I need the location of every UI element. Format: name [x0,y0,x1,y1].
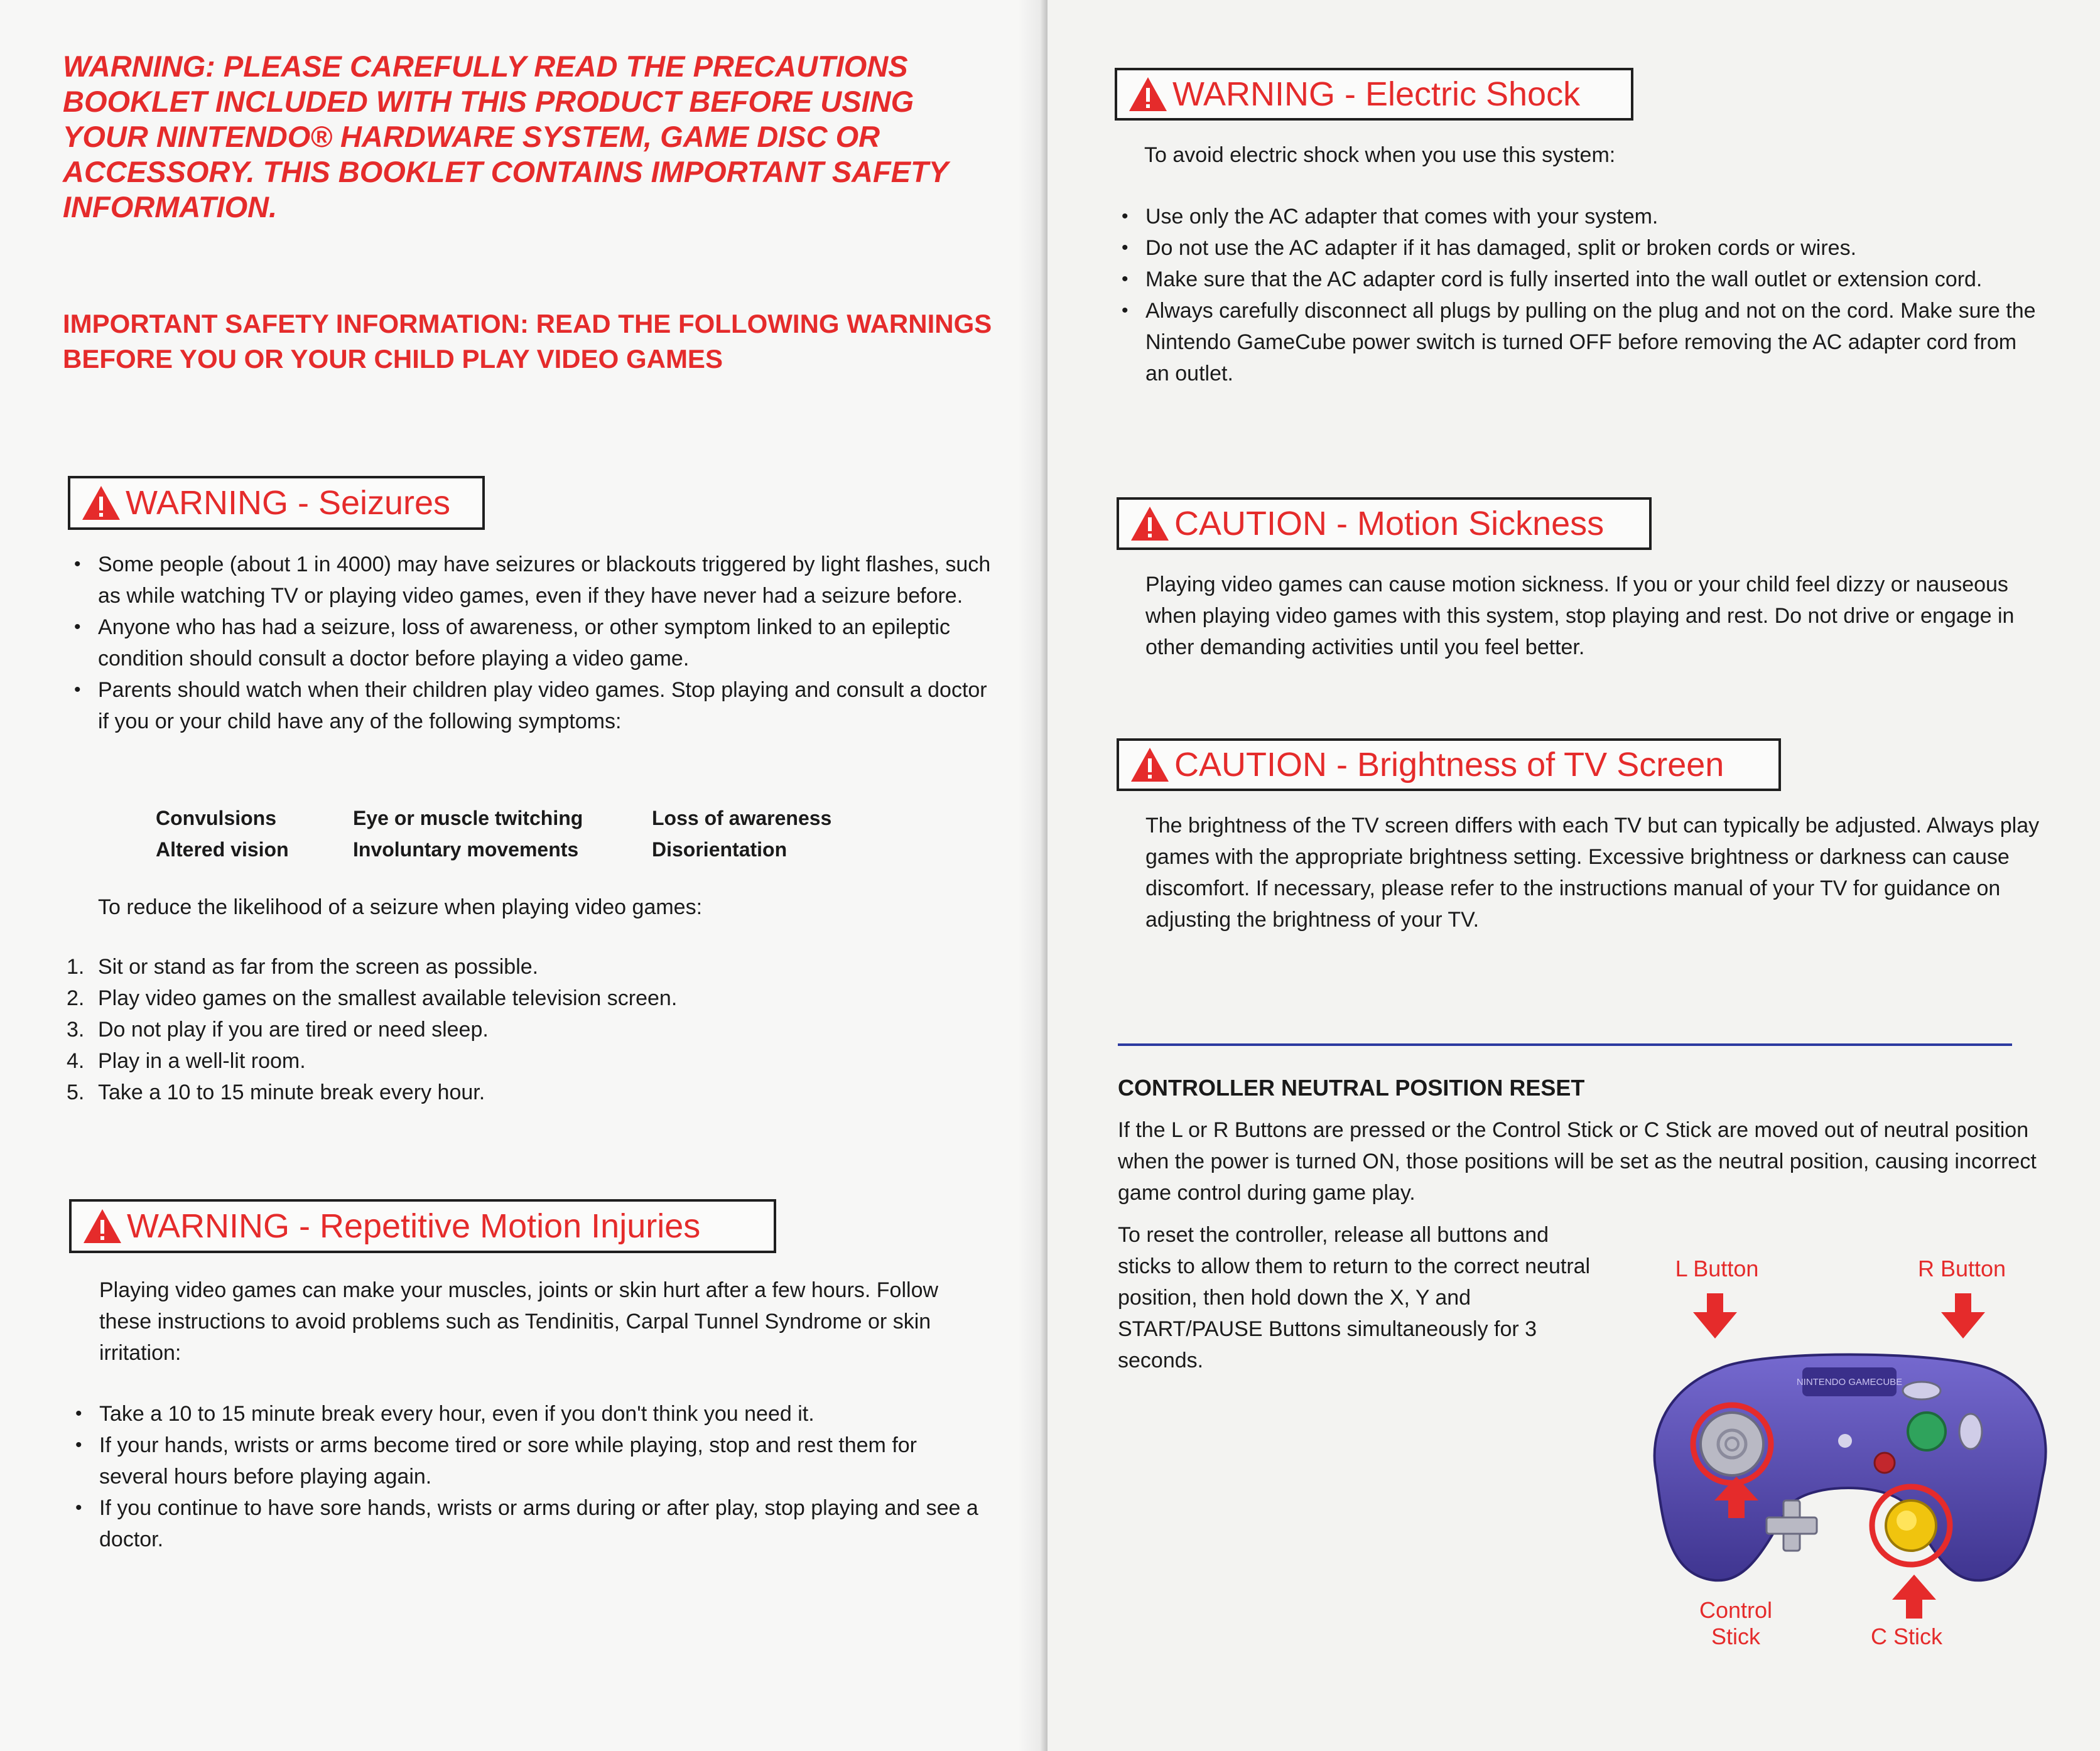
electric-shock-intro: To avoid electric shock when you use this system: [1144,143,1616,167]
rmi-title: WARNING - Repetitive Motion Injuries [127,1207,701,1245]
warning-triangle-icon [82,1207,123,1245]
warning-triangle-icon [1129,505,1171,542]
controller-reset-heading: CONTROLLER NEUTRAL POSITION RESET [1118,1075,1585,1101]
x-button-icon [1959,1414,1982,1449]
symptoms-col-2 [353,802,583,865]
symptoms-col-3 [652,802,831,865]
brightness-text: The brightness of the TV screen differs with each TV but can typically be adjusted. Always play games with the appropriate brightness setting. Excessive brightness or darkness can cause discomfort. If necessary, please refer to the instructions manual of your TV for guidance on adjusting the brightness of your TV. [1145,814,2040,932]
shock-bullet-1: • Use only the AC adapter that comes with your system. [1122,201,2045,232]
seizures-bullet-1: • Some people (about 1 in 4000) may have seizures or blackouts triggered by light flashes, such as while watching TV or playing video games, even if they have never had a seizure before. [74,549,991,612]
shock-bullet-3: • Make sure that the AC adapter cord is fully inserted into the wall outlet or extension cord. [1122,264,2045,295]
control-stick-icon [1701,1413,1763,1475]
a-button-icon [1908,1413,1946,1450]
step-item: 5. Take a 10 to 15 minute break every hour. [67,1080,485,1104]
b-button-icon [1875,1453,1895,1473]
seizures-bullet-3: • Parents should watch when their children play video games. Stop playing and consult a doctor if you or your child have any of the following symptoms: [74,674,991,737]
start-pause-button-icon [1838,1434,1852,1448]
rmi-bullet-1: • Take a 10 to 15 minute break every hour, even if you don't think you need it. [75,1398,980,1430]
brightness-caution-box [1117,738,1781,791]
brightness-title: CAUTION - Brightness of TV Screen [1174,746,1724,784]
r-button-label: R Button [1917,1256,2006,1281]
section-divider [1118,1043,2012,1046]
symptom-item: Altered vision [156,838,289,861]
step-item: 1. Sit or stand as far from the screen as possible. [67,955,539,979]
gamecube-logo-text: NINTENDO GAMECUBE [1796,1377,1903,1387]
warning-triangle-icon [80,484,122,522]
r-button-arrow-icon [1941,1293,1985,1339]
control-stick-label: Control Stick [1699,1597,1773,1649]
warning-triangle-icon [1129,746,1171,784]
motion-sickness-caution-box [1117,497,1652,550]
l-button-label: L Button [1675,1256,1759,1281]
symptom-item: Convulsions [156,807,277,829]
shock-bullet-4: • Always carefully disconnect all plugs by pulling on the plug and not on the cord. Make sure the Nintendo GameCube power switch is turned OFF before removing the AC adapter cord from an outlet. [1122,295,2045,389]
motion-sickness-title: CAUTION - Motion Sickness [1174,505,1605,542]
rmi-bullet-2: • If your hands, wrists or arms become tired or sore while playing, stop and rest them for several hours before playing again. [75,1430,980,1492]
l-button-arrow-icon [1693,1293,1737,1339]
gamecube-controller-diagram [1638,1293,2065,1645]
top-warning: WARNING: PLEASE CAREFULLY READ THE PRECAUTIONS BOOKLET INCLUDED WITH THIS PRODUCT BEFORE USING YOUR NINTENDO® HARDWARE SYSTEM, GAME DISC OR ACCESSORY. THIS BOOKLET CONTAINS IMPORTANT SAFETY INFORMATION. [63,50,948,224]
left-page [0,0,1047,1751]
electric-shock-title: WARNING - Electric Shock [1172,75,1581,113]
step-item: 4. Play in a well-lit room. [67,1049,306,1073]
right-page [1047,0,2100,1751]
symptoms-col-1 [156,802,289,865]
rmi-intro: Playing video games can make your muscles, joints or skin hurt after a few hours. Follow these instructions to avoid problems such as Tendinitis, Carpal Tunnel Syndrome or skin irritation: [99,1278,939,1365]
symptom-item: Eye or muscle twitching [353,807,583,829]
electric-shock-bullet-list [1122,201,2045,389]
symptom-item: Loss of awareness [652,807,832,829]
shock-bullet-2: • Do not use the AC adapter if it has damaged, split or broken cords or wires. [1122,232,2045,264]
step-item: 3. Do not play if you are tired or need sleep. [67,1018,489,1042]
step-item: 2. Play video games on the smallest available television screen. [67,986,678,1010]
controller-reset-paragraph-1: If the L or R Buttons are pressed or the Control Stick or C Stick are moved out of neutral position when the power is turned ON, those positions will be set as the neutral position, causing incorrect game control during game play. [1118,1118,2037,1205]
seizures-bullet-list [74,549,991,737]
motion-sickness-text: Playing video games can cause motion sickness. If you or your child feel dizzy or nauseous when playing video games with this system, stop playing and rest. Do not drive or engage in other demanding activities until you feel better. [1145,573,2015,659]
c-stick-arrow-icon [1892,1575,1936,1619]
seizures-title: WARNING - Seizures [126,484,451,522]
y-button-icon [1903,1382,1940,1399]
rmi-bullet-list [75,1398,980,1555]
symptom-item: Involuntary movements [353,838,579,861]
reduce-steps-list [67,951,946,1108]
controller-reset-paragraph-2: To reset the controller, release all buttons and sticks to allow them to return to the correct neutral position, then hold down the X, Y and START/PAUSE Buttons simultaneously for 3 seconds. [1118,1223,1591,1372]
symptom-item: Disorientation [652,838,788,861]
c-stick-label: C Stick [1870,1624,1942,1649]
reduce-likelihood-intro: To reduce the likelihood of a seizure when playing video games: [98,895,703,919]
seizures-bullet-2: • Anyone who has had a seizure, loss of awareness, or other symptom linked to an epileptic condition should consult a doctor before playing a video game. [74,612,991,674]
electric-shock-warning-box [1115,68,1633,121]
rmi-warning-box [69,1199,776,1253]
warning-triangle-icon [1127,75,1169,113]
seizures-warning-box [68,476,485,530]
rmi-bullet-3: • If you continue to have sore hands, wrists or arms during or after play, stop playing and see a doctor. [75,1492,980,1555]
important-safety-heading: IMPORTANT SAFETY INFORMATION: READ THE FOLLOWING WARNINGS BEFORE YOU OR YOUR CHILD PLAY VIDEO GAMES [63,309,992,374]
